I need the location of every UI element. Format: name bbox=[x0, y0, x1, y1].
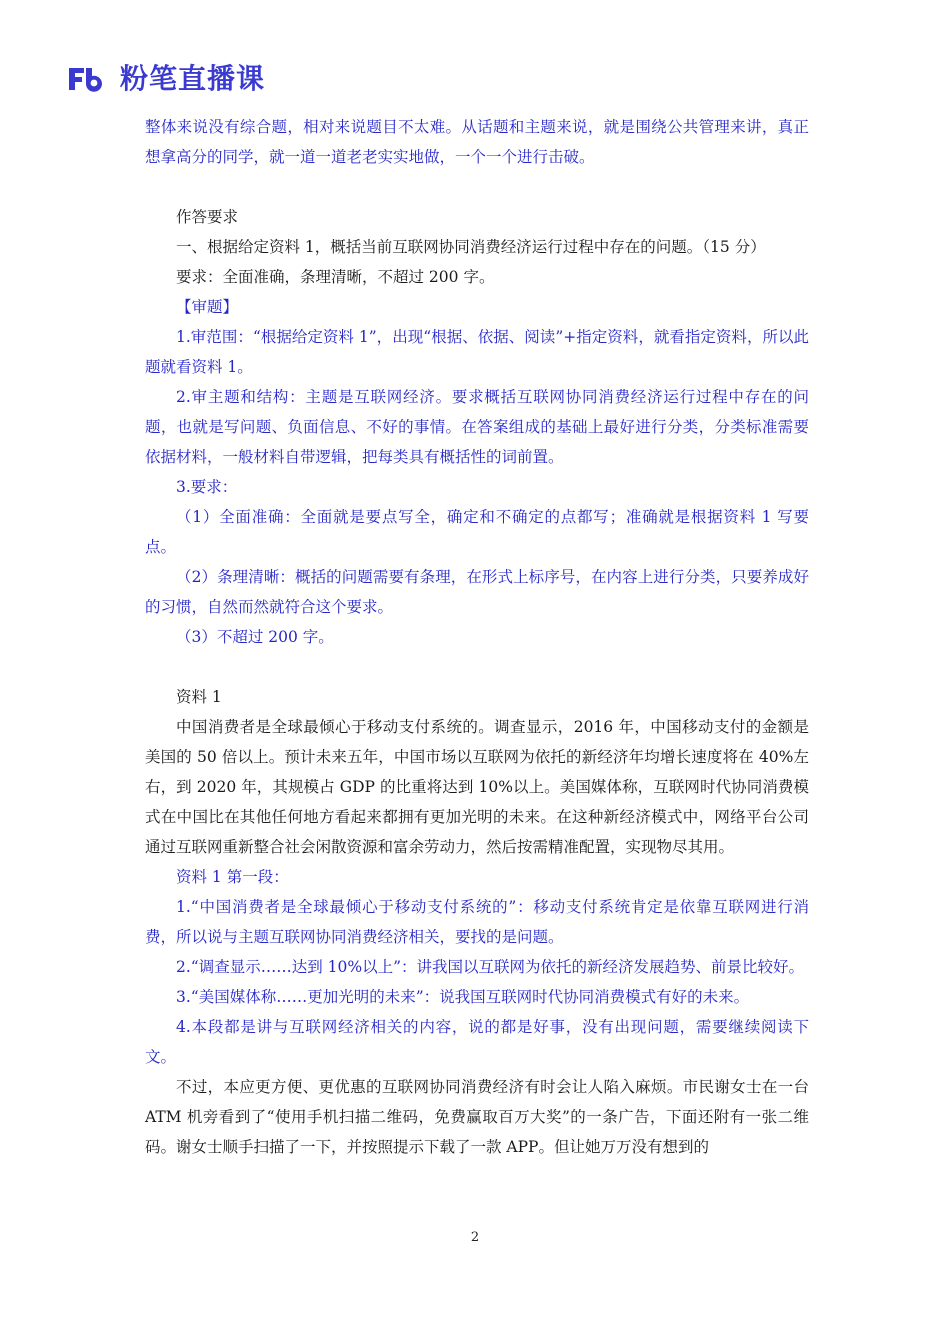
spacer bbox=[145, 652, 809, 682]
fb-logo-icon bbox=[66, 65, 112, 93]
document-body bbox=[145, 112, 809, 1162]
analysis-sub-2: （2）条理清晰：概括的问题需要有条理，在形式上标序号，在内容上进行分类，只要养成好的习惯，自然而然就符合这个要求。 bbox=[145, 568, 809, 616]
spacer bbox=[145, 172, 809, 202]
material-section-heading: 资料 1 第一段： bbox=[176, 868, 289, 886]
material-note-4: 4.本段都是讲与互联网经济相关的内容，说的都是好事，没有出现问题，需要继续阅读下文。 bbox=[145, 1018, 809, 1066]
brand-logo bbox=[66, 62, 265, 96]
question-text: 一、根据给定资料 1，概括当前互联网协同消费经济运行过程中存在的问题。（15 分） bbox=[176, 238, 766, 256]
intro-paragraph: 整体来说没有综合题，相对来说题目不太难。从话题和主题来说，就是围绕公共管理来讲，真正想拿高分的同学，就一道一道老老实实地做，一个一个进行击破。 bbox=[145, 118, 809, 166]
analysis-sub-1: （1）全面准确：全面就是要点写全，确定和不确定的点都写；准确就是根据资料 1 写要点。 bbox=[145, 508, 809, 556]
page-number: 2 bbox=[470, 1230, 480, 1245]
analysis-sub-3: （3）不超过 200 字。 bbox=[176, 628, 334, 646]
material-note-3: 3.“美国媒体称……更加光明的未来”：说我国互联网时代协同消费模式有好的未来。 bbox=[176, 988, 750, 1006]
material-note-2: 2.“调查显示……达到 10%以上”：讲我国以互联网为依托的新经济发展趋势、前景比较好。 bbox=[176, 958, 805, 976]
material-paragraph-2: 不过，本应更方便、更优惠的互联网协同消费经济有时会让人陷入麻烦。市民谢女士在一台 ATM 机旁看到了“使用手机扫描二维码，免费赢取百万大奖”的一条广告，下面还附有一张二维码。谢女士顺手扫描了一下，并按照提示下载了一款 APP。但让她万万没有想到的 bbox=[145, 1078, 809, 1156]
material-paragraph-1: 中国消费者是全球最倾心于移动支付系统的。调查显示，2016 年，中国移动支付的金额是美国的 50 倍以上。预计未来五年，中国市场以互联网为依托的新经济年均增长速度将在 40%左右，到 2020 年，其规模占 GDP 的比重将达到 10%以上。美国媒体称，互联网时代协同消费模式在中国比在其他任何地方看起来都拥有更加光明的未来。在这种新经济模式中，网络平台公司通过互联网重新整合社会闲散资源和富余劳动力，然后按需精准配置，实现物尽其用。 bbox=[145, 718, 809, 856]
material-note-1: 1.“中国消费者是全球最倾心于移动支付系统的”：移动支付系统肯定是依靠互联网进行消费，所以说与主题互联网协同消费经济相关，要找的是问题。 bbox=[145, 898, 809, 946]
analysis-point-1: 1.审范围：“根据给定资料 1”，出现“根据、依据、阅读”+指定资料，就看指定资料，所以此题就看资料 1。 bbox=[145, 328, 809, 376]
logo-text: 粉笔直播课 bbox=[120, 62, 266, 95]
material-title: 资料 1 bbox=[176, 688, 222, 706]
question-demand: 要求：全面准确，条理清晰，不超过 200 字。 bbox=[176, 268, 495, 286]
analysis-point-2: 2.审主题和结构：主题是互联网经济。要求概括互联网协同消费经济运行过程中存在的问题，也就是写问题、负面信息、不好的事情。在答案组成的基础上最好进行分类，分类标准需要依据材料，一般材料自带逻辑，把每类具有概括性的词前置。 bbox=[145, 388, 809, 466]
analysis-heading: 【审题】 bbox=[176, 298, 239, 316]
analysis-point-3: 3.要求： bbox=[176, 478, 238, 496]
requirements-title: 作答要求 bbox=[176, 208, 239, 226]
